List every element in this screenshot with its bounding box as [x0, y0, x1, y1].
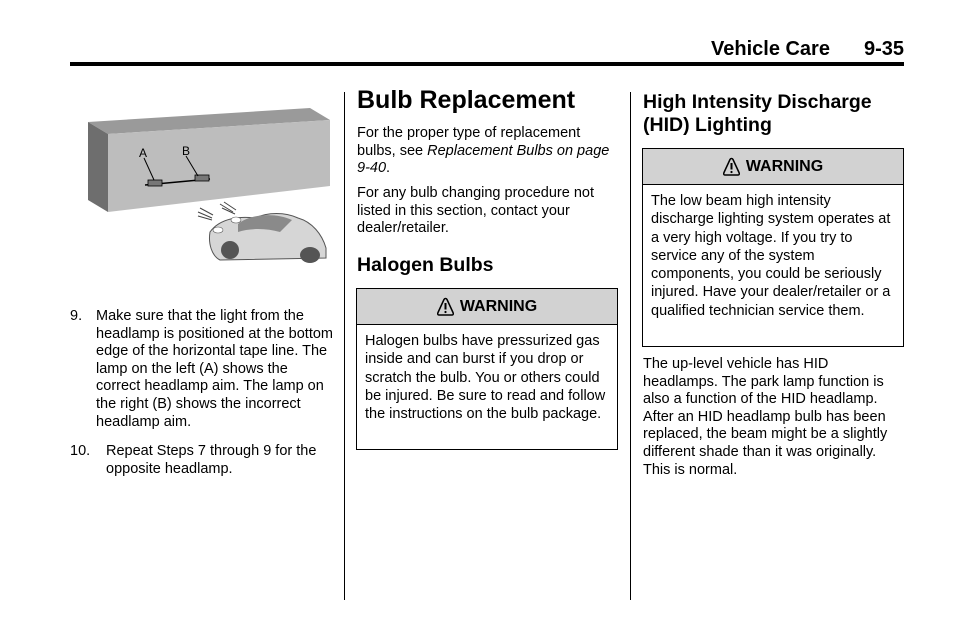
- label-a: A: [139, 146, 148, 160]
- warning-header: [357, 289, 617, 325]
- step-item: [70, 443, 334, 478]
- hid-warning-box: [642, 148, 904, 347]
- section-heading-bulb-replacement: Bulb Replacement: [357, 86, 576, 114]
- header-rule: [70, 62, 904, 66]
- warning-text: Halogen bulbs have pressurized gas inside and can burst if you drop or scratch the bulb. You or others could be injured. Be sure to read and follow the instructions on the bulb package.: [365, 333, 606, 423]
- warning-header: [643, 149, 903, 185]
- step-text: Make sure that the light from the headlamp is positioned at the bottom edge of the horizontal tape line. The lamp on the left (A) shows the correct headlamp aim. The lamp on the right (B) shows the incorrect headlamp aim.: [96, 308, 333, 430]
- warning-label: WARNING: [745, 157, 824, 175]
- warning-icon: [437, 297, 454, 316]
- warning-label: WARNING: [459, 297, 538, 315]
- heading-halogen-bulbs: Halogen Bulbs: [357, 254, 494, 276]
- heading-hid-lighting: High Intensity Discharge (HID) Lighting: [643, 91, 872, 136]
- step-text: Repeat Steps 7 through 9 for the opposite headlamp.: [106, 443, 317, 477]
- section-title: Vehicle Care: [711, 38, 830, 60]
- label-b: B: [182, 144, 191, 158]
- cross-reference: Replacement Bulbs on page 9-40: [357, 142, 610, 177]
- column-divider-2: [630, 92, 631, 600]
- page-header: [711, 38, 904, 61]
- halogen-warning-box: [356, 288, 618, 450]
- procedure-steps: [70, 308, 334, 490]
- step-number: 9.: [70, 308, 83, 324]
- intro-text: For the proper type of replacement bulbs, see: [357, 125, 581, 159]
- step-number: 10.: [70, 443, 91, 460]
- bulb-replacement-contact: For any bulb changing procedure not listed in this section, contact your dealer/retailer.: [357, 185, 594, 237]
- column-divider-1: [344, 92, 345, 600]
- bulb-replacement-intro: [357, 125, 619, 178]
- warning-text: The low beam high intensity discharge lighting system operates at a very high voltage. If you try to service any of the system components, you could be seriously injured. Have your dealer/retailer or a qualified technician service them.: [651, 193, 891, 319]
- hid-description: The up-level vehicle has HID headlamps. The park lamp function is also a function of the HID headlamp. After an HID headlamp bulb has been replaced, the beam might be a slightly different shade than it was originally. This is normal.: [643, 356, 888, 478]
- warning-icon: [723, 157, 740, 176]
- page-number: 9-35: [863, 38, 904, 60]
- headlamp-aim-illustration: [70, 100, 332, 270]
- step-item: [70, 308, 334, 431]
- intro-text-end: .: [386, 160, 391, 177]
